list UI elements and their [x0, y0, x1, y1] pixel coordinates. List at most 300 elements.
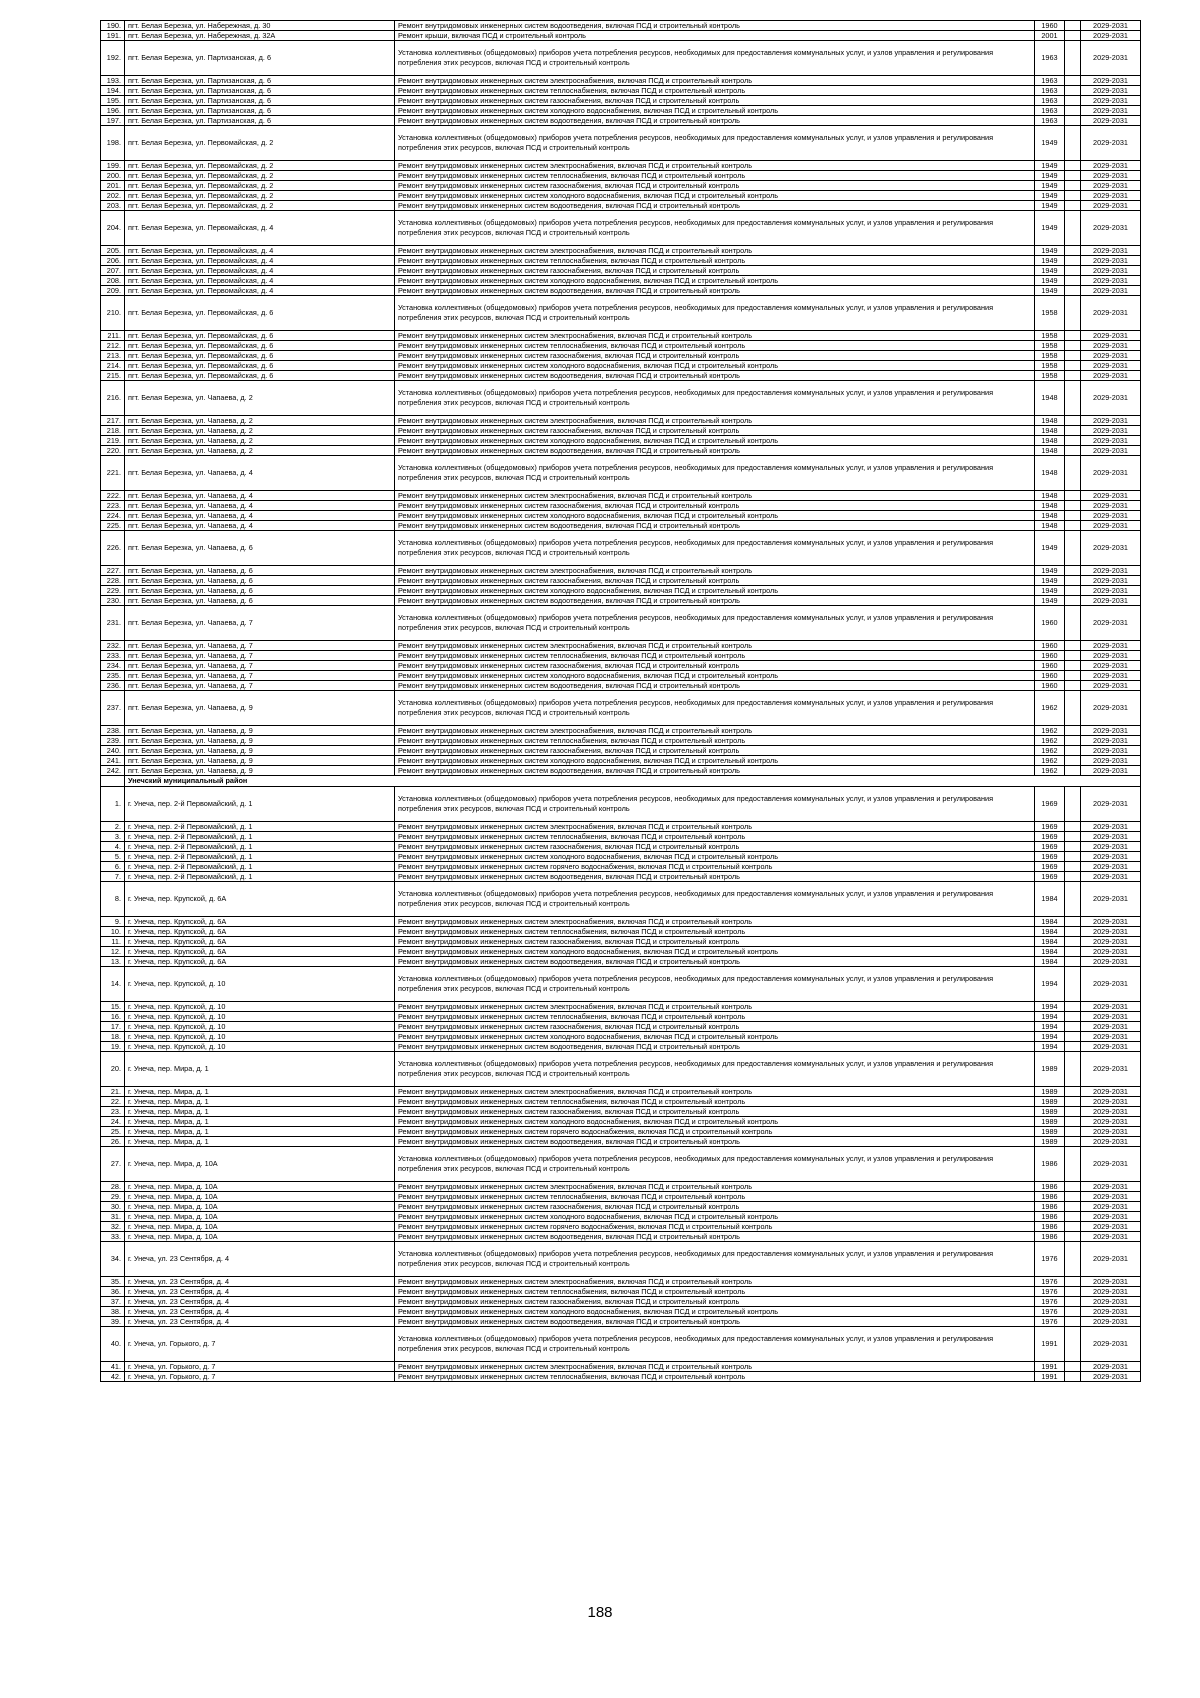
cell-number: 23. [101, 1107, 125, 1117]
cell-work-type: Ремонт внутридомовых инженерных систем газоснабжения, включая ПСД и строительный контроль [395, 937, 1035, 947]
cell-term: 2029-2031 [1081, 842, 1141, 852]
cell-term: 2029-2031 [1081, 862, 1141, 872]
cell-term: 2029-2031 [1081, 96, 1141, 106]
cell-number: 228. [101, 576, 125, 586]
cell-term: 2029-2031 [1081, 161, 1141, 171]
cell-year: 1958 [1035, 331, 1065, 341]
cell-number: 214. [101, 361, 125, 371]
table-row [101, 1242, 1141, 1277]
cell-address: г. Унеча, пер. 2-й Первомайский, д. 1 [125, 862, 395, 872]
cell-year: 1962 [1035, 766, 1065, 776]
cell-term: 2029-2031 [1081, 787, 1141, 822]
table-row [101, 1212, 1141, 1222]
cell-work-type: Установка коллективных (общедомовых) приборов учета потребления ресурсов, необходимых для предоставления коммунальных услуг, и узлов управления и регулирования потребления этих ресурсов, включая ПСД и строительный контроль [395, 606, 1035, 641]
cell-number: 15. [101, 1002, 125, 1012]
cell-term: 2029-2031 [1081, 937, 1141, 947]
cell-number: 34. [101, 1242, 125, 1277]
cell-address: пгт. Белая Березка, ул. Чапаева, д. 7 [125, 606, 395, 641]
cell-number: 25. [101, 1127, 125, 1137]
cell-address: г. Унеча, пер. Мира, д. 1 [125, 1097, 395, 1107]
cell-work-type: Установка коллективных (общедомовых) приборов учета потребления ресурсов, необходимых для предоставления коммунальных услуг, и узлов управления и регулирования потребления этих ресурсов, включая ПСД и строительный контроль [395, 967, 1035, 1002]
cell-address: пгт. Белая Березка, ул. Первомайская, д. 4 [125, 276, 395, 286]
table-row [101, 872, 1141, 882]
cell-number: 12. [101, 947, 125, 957]
table-row [101, 211, 1141, 246]
cell-work-type: Ремонт внутридомовых инженерных систем водоотведения, включая ПСД и строительный контроль [395, 201, 1035, 211]
cell-year: 1969 [1035, 832, 1065, 842]
cell-work-type: Ремонт внутридомовых инженерных систем газоснабжения, включая ПСД и строительный контроль [395, 1297, 1035, 1307]
cell-year: 1958 [1035, 371, 1065, 381]
cell-empty [1065, 1182, 1081, 1192]
cell-term: 2029-2031 [1081, 1022, 1141, 1032]
cell-address: пгт. Белая Березка, ул. Партизанская, д. 6 [125, 96, 395, 106]
cell-address: г. Унеча, пер. Мира, д. 1 [125, 1107, 395, 1117]
cell-year: 1949 [1035, 531, 1065, 566]
cell-year: 1949 [1035, 276, 1065, 286]
cell-number: 3. [101, 832, 125, 842]
cell-number: 11. [101, 937, 125, 947]
cell-empty [1065, 371, 1081, 381]
cell-year: 1960 [1035, 671, 1065, 681]
cell-empty [1065, 1012, 1081, 1022]
cell-term: 2029-2031 [1081, 41, 1141, 76]
cell-work-type: Ремонт внутридомовых инженерных систем электроснабжения, включая ПСД и строительный контроль [395, 1087, 1035, 1097]
cell-empty [1065, 106, 1081, 116]
table-row [101, 296, 1141, 331]
cell-address: пгт. Белая Березка, ул. Партизанская, д. 6 [125, 106, 395, 116]
cell-empty [1065, 191, 1081, 201]
cell-work-type: Ремонт внутридомовых инженерных систем водоотведения, включая ПСД и строительный контроль [395, 116, 1035, 126]
cell-number: 237. [101, 691, 125, 726]
cell-address: пгт. Белая Березка, ул. Чапаева, д. 9 [125, 746, 395, 756]
cell-year: 1994 [1035, 967, 1065, 1002]
cell-empty [1065, 1362, 1081, 1372]
cell-empty [1065, 822, 1081, 832]
cell-term: 2029-2031 [1081, 1192, 1141, 1202]
cell-term: 2029-2031 [1081, 266, 1141, 276]
cell-year: 1963 [1035, 96, 1065, 106]
cell-term: 2029-2031 [1081, 1202, 1141, 1212]
cell-work-type: Ремонт внутридомовых инженерных систем электроснабжения, включая ПСД и строительный контроль [395, 1002, 1035, 1012]
table-row [101, 501, 1141, 511]
cell-address: г. Унеча, пер. Мира, д. 10А [125, 1202, 395, 1212]
cell-year: 1949 [1035, 596, 1065, 606]
table-row [101, 1202, 1141, 1212]
cell-number: 1. [101, 787, 125, 822]
table-row [101, 566, 1141, 576]
cell-work-type: Ремонт внутридомовых инженерных систем водоотведения, включая ПСД и строительный контроль [395, 766, 1035, 776]
cell-work-type: Ремонт внутридомовых инженерных систем холодного водоснабжения, включая ПСД и строительный контроль [395, 191, 1035, 201]
cell-number: 234. [101, 661, 125, 671]
cell-number: 37. [101, 1297, 125, 1307]
table-row [101, 937, 1141, 947]
cell-term: 2029-2031 [1081, 1097, 1141, 1107]
table-row [101, 1232, 1141, 1242]
cell-work-type: Ремонт внутридомовых инженерных систем теплоснабжения, включая ПСД и строительный контроль [395, 1192, 1035, 1202]
cell-address: пгт. Белая Березка, ул. Первомайская, д. 2 [125, 126, 395, 161]
cell-term: 2029-2031 [1081, 882, 1141, 917]
cell-address: пгт. Белая Березка, ул. Первомайская, д. 2 [125, 191, 395, 201]
cell-term: 2029-2031 [1081, 426, 1141, 436]
cell-empty [1065, 1277, 1081, 1287]
cell-term: 2029-2031 [1081, 436, 1141, 446]
table-row [101, 31, 1141, 41]
cell-work-type: Ремонт внутридомовых инженерных систем электроснабжения, включая ПСД и строительный контроль [395, 491, 1035, 501]
cell-work-type: Установка коллективных (общедомовых) приборов учета потребления ресурсов, необходимых для предоставления коммунальных услуг, и узлов управления и регулирования потребления этих ресурсов, включая ПСД и строительный контроль [395, 211, 1035, 246]
cell-address: г. Унеча, пер. Мира, д. 10А [125, 1212, 395, 1222]
cell-address: пгт. Белая Березка, ул. Первомайская, д. 2 [125, 171, 395, 181]
table-row [101, 1147, 1141, 1182]
cell-term: 2029-2031 [1081, 201, 1141, 211]
table-row [101, 661, 1141, 671]
cell-work-type: Ремонт внутридомовых инженерных систем теплоснабжения, включая ПСД и строительный контроль [395, 832, 1035, 842]
table-row [101, 1032, 1141, 1042]
table-row [101, 351, 1141, 361]
cell-number: 32. [101, 1222, 125, 1232]
table-row [101, 832, 1141, 842]
cell-year: 1986 [1035, 1192, 1065, 1202]
cell-empty [1065, 671, 1081, 681]
table-row [101, 491, 1141, 501]
cell-year: 1949 [1035, 576, 1065, 586]
cell-year: 1984 [1035, 882, 1065, 917]
cell-number: 208. [101, 276, 125, 286]
cell-year: 1948 [1035, 501, 1065, 511]
cell-address: г. Унеча, пер. Мира, д. 1 [125, 1117, 395, 1127]
cell-empty [1065, 116, 1081, 126]
cell-empty [1065, 361, 1081, 371]
cell-address: пгт. Белая Березка, ул. Чапаева, д. 2 [125, 381, 395, 416]
cell-work-type: Ремонт внутридомовых инженерных систем газоснабжения, включая ПСД и строительный контроль [395, 426, 1035, 436]
cell-address: г. Унеча, пер. Крупской, д. 6А [125, 937, 395, 947]
table-row [101, 1127, 1141, 1137]
cell-empty [1065, 296, 1081, 331]
cell-empty [1065, 161, 1081, 171]
cell-address: пгт. Белая Березка, ул. Чапаева, д. 9 [125, 691, 395, 726]
cell-number: 16. [101, 1012, 125, 1022]
cell-number: 216. [101, 381, 125, 416]
cell-empty [1065, 947, 1081, 957]
cell-address: г. Унеча, ул. 23 Сентября, д. 4 [125, 1307, 395, 1317]
cell-address: пгт. Белая Березка, ул. Чапаева, д. 7 [125, 641, 395, 651]
cell-work-type: Установка коллективных (общедомовых) приборов учета потребления ресурсов, необходимых для предоставления коммунальных услуг, и узлов управления и регулирования потребления этих ресурсов, включая ПСД и строительный контроль [395, 126, 1035, 161]
cell-work-type: Ремонт внутридомовых инженерных систем теплоснабжения, включая ПСД и строительный контроль [395, 736, 1035, 746]
cell-empty [1065, 1107, 1081, 1117]
cell-number: 241. [101, 756, 125, 766]
table-row [101, 76, 1141, 86]
cell-address: пгт. Белая Березка, ул. Чапаева, д. 2 [125, 446, 395, 456]
cell-number: 39. [101, 1317, 125, 1327]
table-row [101, 286, 1141, 296]
cell-year: 1948 [1035, 426, 1065, 436]
cell-empty [1065, 126, 1081, 161]
cell-term: 2029-2031 [1081, 1127, 1141, 1137]
cell-empty [1065, 41, 1081, 76]
cell-term: 2029-2031 [1081, 341, 1141, 351]
cell-term: 2029-2031 [1081, 351, 1141, 361]
table-row [101, 371, 1141, 381]
cell-work-type: Ремонт внутридомовых инженерных систем холодного водоснабжения, включая ПСД и строительный контроль [395, 106, 1035, 116]
cell-year: 1963 [1035, 41, 1065, 76]
cell-term: 2029-2031 [1081, 852, 1141, 862]
cell-year: 2001 [1035, 31, 1065, 41]
cell-work-type: Ремонт внутридомовых инженерных систем холодного водоснабжения, включая ПСД и строительный контроль [395, 1117, 1035, 1127]
cell-year: 1989 [1035, 1137, 1065, 1147]
cell-number: 42. [101, 1372, 125, 1382]
cell-address: г. Унеча, пер. Мира, д. 10А [125, 1222, 395, 1232]
cell-work-type: Ремонт внутридомовых инженерных систем холодного водоснабжения, включая ПСД и строительный контроль [395, 852, 1035, 862]
cell-year: 1986 [1035, 1222, 1065, 1232]
cell-empty [1065, 1147, 1081, 1182]
cell-term: 2029-2031 [1081, 521, 1141, 531]
cell-year: 1958 [1035, 361, 1065, 371]
cell-work-type: Ремонт внутридомовых инженерных систем водоотведения, включая ПСД и строительный контроль [395, 596, 1035, 606]
cell-number: 192. [101, 41, 125, 76]
cell-number: 14. [101, 967, 125, 1002]
cell-number: 2. [101, 822, 125, 832]
cell-work-type: Ремонт внутридомовых инженерных систем электроснабжения, включая ПСД и строительный контроль [395, 822, 1035, 832]
section-title: Унечский муниципальный район [125, 776, 1141, 787]
cell-year: 1963 [1035, 116, 1065, 126]
cell-work-type: Ремонт внутридомовых инженерных систем электроснабжения, включая ПСД и строительный контроль [395, 726, 1035, 736]
cell-year: 1962 [1035, 746, 1065, 756]
cell-address: пгт. Белая Березка, ул. Чапаева, д. 2 [125, 426, 395, 436]
cell-empty [1065, 1222, 1081, 1232]
cell-number: 229. [101, 586, 125, 596]
cell-year: 1994 [1035, 1032, 1065, 1042]
cell-empty [1065, 927, 1081, 937]
cell-year: 1949 [1035, 191, 1065, 201]
cell-work-type: Ремонт внутридомовых инженерных систем газоснабжения, включая ПСД и строительный контроль [395, 266, 1035, 276]
cell-number: 40. [101, 1327, 125, 1362]
cell-address: пгт. Белая Березка, ул. Чапаева, д. 4 [125, 511, 395, 521]
cell-empty [1065, 21, 1081, 31]
cell-year: 1949 [1035, 161, 1065, 171]
cell-empty [1065, 331, 1081, 341]
cell-address: г. Унеча, пер. Крупской, д. 10 [125, 1022, 395, 1032]
cell-year: 1963 [1035, 86, 1065, 96]
cell-empty [1065, 1052, 1081, 1087]
cell-empty [1065, 1042, 1081, 1052]
table-row [101, 181, 1141, 191]
cell-year: 1976 [1035, 1307, 1065, 1317]
table-row [101, 1052, 1141, 1087]
table-row [101, 852, 1141, 862]
table-row [101, 116, 1141, 126]
cell-term: 2029-2031 [1081, 181, 1141, 191]
cell-work-type: Установка коллективных (общедомовых) приборов учета потребления ресурсов, необходимых для предоставления коммунальных услуг, и узлов управления и регулирования потребления этих ресурсов, включая ПСД и строительный контроль [395, 1327, 1035, 1362]
cell-number: 21. [101, 1087, 125, 1097]
cell-empty [1065, 381, 1081, 416]
cell-term: 2029-2031 [1081, 191, 1141, 201]
cell-term: 2029-2031 [1081, 1182, 1141, 1192]
cell-year: 1976 [1035, 1242, 1065, 1277]
cell-empty [1065, 872, 1081, 882]
cell-year: 1994 [1035, 1002, 1065, 1012]
cell-number: 207. [101, 266, 125, 276]
table-row [101, 521, 1141, 531]
cell-address: пгт. Белая Березка, ул. Чапаева, д. 4 [125, 501, 395, 511]
cell-address: пгт. Белая Березка, ул. Чапаева, д. 7 [125, 681, 395, 691]
cell-term: 2029-2031 [1081, 681, 1141, 691]
cell-work-type: Ремонт внутридомовых инженерных систем холодного водоснабжения, включая ПСД и строительный контроль [395, 671, 1035, 681]
cell-term: 2029-2031 [1081, 416, 1141, 426]
cell-number: 239. [101, 736, 125, 746]
table-row [101, 161, 1141, 171]
cell-address: г. Унеча, пер. 2-й Первомайский, д. 1 [125, 852, 395, 862]
cell-work-type: Ремонт внутридомовых инженерных систем теплоснабжения, включая ПСД и строительный контроль [395, 171, 1035, 181]
table-row [101, 957, 1141, 967]
cell-work-type: Установка коллективных (общедомовых) приборов учета потребления ресурсов, необходимых для предоставления коммунальных услуг, и узлов управления и регулирования потребления этих ресурсов, включая ПСД и строительный контроль [395, 1147, 1035, 1182]
cell-empty [1065, 576, 1081, 586]
table-row [101, 842, 1141, 852]
cell-empty [1065, 842, 1081, 852]
cell-work-type: Ремонт внутридомовых инженерных систем водоотведения, включая ПСД и строительный контроль [395, 521, 1035, 531]
table-row [101, 446, 1141, 456]
cell-work-type: Ремонт внутридомовых инженерных систем газоснабжения, включая ПСД и строительный контроль [395, 746, 1035, 756]
cell-empty [1065, 661, 1081, 671]
table-row [101, 456, 1141, 491]
cell-address: г. Унеча, пер. Крупской, д. 6А [125, 917, 395, 927]
cell-empty [1065, 1202, 1081, 1212]
cell-year: 1962 [1035, 726, 1065, 736]
cell-work-type: Ремонт внутридомовых инженерных систем газоснабжения, включая ПСД и строительный контроль [395, 351, 1035, 361]
cell-work-type: Ремонт внутридомовых инженерных систем холодного водоснабжения, включая ПСД и строительный контроль [395, 1212, 1035, 1222]
cell-work-type: Ремонт внутридомовых инженерных систем холодного водоснабжения, включая ПСД и строительный контроль [395, 1307, 1035, 1317]
cell-year: 1948 [1035, 381, 1065, 416]
cell-number: 38. [101, 1307, 125, 1317]
table-row [101, 681, 1141, 691]
cell-year: 1969 [1035, 822, 1065, 832]
cell-term: 2029-2031 [1081, 126, 1141, 161]
table-row [101, 1137, 1141, 1147]
cell-work-type: Ремонт внутридомовых инженерных систем холодного водоснабжения, включая ПСД и строительный контроль [395, 436, 1035, 446]
cell-number: 193. [101, 76, 125, 86]
table-row [101, 1107, 1141, 1117]
cell-year: 1986 [1035, 1232, 1065, 1242]
cell-address: г. Унеча, пер. Крупской, д. 10 [125, 1042, 395, 1052]
table-row [101, 756, 1141, 766]
cell-empty [1065, 766, 1081, 776]
cell-address: г. Унеча, пер. Мира, д. 10А [125, 1192, 395, 1202]
cell-address: пгт. Белая Березка, ул. Первомайская, д. 4 [125, 246, 395, 256]
cell-empty [1065, 1137, 1081, 1147]
page-number: 188 [587, 1604, 613, 1621]
cell-work-type: Ремонт внутридомовых инженерных систем горячего водоснабжения, включая ПСД и строительный контроль [395, 1222, 1035, 1232]
table-row [101, 1192, 1141, 1202]
cell-term: 2029-2031 [1081, 1147, 1141, 1182]
cell-work-type: Ремонт внутридомовых инженерных систем теплоснабжения, включая ПСД и строительный контроль [395, 1372, 1035, 1382]
cell-term: 2029-2031 [1081, 756, 1141, 766]
cell-empty [1065, 596, 1081, 606]
section-row [101, 776, 1141, 787]
table-row [101, 171, 1141, 181]
cell-number: 215. [101, 371, 125, 381]
cell-term: 2029-2031 [1081, 511, 1141, 521]
cell-address: пгт. Белая Березка, ул. Набережная, д. 32А [125, 31, 395, 41]
cell-term: 2029-2031 [1081, 1212, 1141, 1222]
cell-number: 19. [101, 1042, 125, 1052]
table-row [101, 266, 1141, 276]
cell-address: пгт. Белая Березка, ул. Чапаева, д. 6 [125, 586, 395, 596]
cell-empty [1065, 937, 1081, 947]
cell-address: г. Унеча, пер. Крупской, д. 10 [125, 1002, 395, 1012]
cell-address: пгт. Белая Березка, ул. Чапаева, д. 6 [125, 566, 395, 576]
table-row [101, 126, 1141, 161]
cell-work-type: Ремонт внутридомовых инженерных систем газоснабжения, включая ПСД и строительный контроль [395, 1107, 1035, 1117]
cell-term: 2029-2031 [1081, 116, 1141, 126]
cell-number: 211. [101, 331, 125, 341]
cell-year: 1969 [1035, 842, 1065, 852]
cell-term: 2029-2031 [1081, 957, 1141, 967]
cell-empty [1065, 201, 1081, 211]
cell-empty [1065, 852, 1081, 862]
table-row [101, 1307, 1141, 1317]
cell-term: 2029-2031 [1081, 651, 1141, 661]
cell-term: 2029-2031 [1081, 211, 1141, 246]
table-row [101, 1117, 1141, 1127]
cell-year: 1986 [1035, 1212, 1065, 1222]
cell-year: 1960 [1035, 661, 1065, 671]
cell-term: 2029-2031 [1081, 76, 1141, 86]
cell-address: пгт. Белая Березка, ул. Партизанская, д. 6 [125, 86, 395, 96]
cell-address: пгт. Белая Березка, ул. Чапаева, д. 7 [125, 671, 395, 681]
cell-number: 240. [101, 746, 125, 756]
table-row [101, 1022, 1141, 1032]
cell-address: г. Унеча, пер. Мира, д. 1 [125, 1087, 395, 1097]
cell-year: 1989 [1035, 1117, 1065, 1127]
cell-year: 1991 [1035, 1362, 1065, 1372]
cell-year: 1948 [1035, 511, 1065, 521]
cell-address: пгт. Белая Березка, ул. Первомайская, д. 6 [125, 371, 395, 381]
cell-empty [1065, 501, 1081, 511]
cell-address: пгт. Белая Березка, ул. Первомайская, д. 4 [125, 211, 395, 246]
cell-year: 1989 [1035, 1107, 1065, 1117]
cell-empty [1065, 1297, 1081, 1307]
cell-empty [1065, 787, 1081, 822]
cell-number: 33. [101, 1232, 125, 1242]
table-row [101, 1042, 1141, 1052]
cell-year: 1958 [1035, 351, 1065, 361]
table-row [101, 191, 1141, 201]
cell-empty [1065, 967, 1081, 1002]
cell-year: 1984 [1035, 927, 1065, 937]
cell-term: 2029-2031 [1081, 832, 1141, 842]
cell-empty [1065, 1127, 1081, 1137]
cell-term: 2029-2031 [1081, 361, 1141, 371]
table-row [101, 651, 1141, 661]
cell-term: 2029-2031 [1081, 1317, 1141, 1327]
cell-empty [1065, 351, 1081, 361]
cell-work-type: Ремонт внутридомовых инженерных систем газоснабжения, включая ПСД и строительный контроль [395, 1202, 1035, 1212]
cell-term: 2029-2031 [1081, 576, 1141, 586]
cell-empty [1065, 276, 1081, 286]
cell-number: 6. [101, 862, 125, 872]
cell-year: 1949 [1035, 266, 1065, 276]
cell-work-type: Ремонт внутридомовых инженерных систем газоснабжения, включая ПСД и строительный контроль [395, 181, 1035, 191]
table-row [101, 606, 1141, 641]
cell-number: 26. [101, 1137, 125, 1147]
cell-work-type: Ремонт внутридомовых инженерных систем водоотведения, включая ПСД и строительный контроль [395, 1137, 1035, 1147]
cell-address: пгт. Белая Березка, ул. Первомайская, д. 2 [125, 201, 395, 211]
cell-empty [1065, 957, 1081, 967]
table-row [101, 1097, 1141, 1107]
table-row [101, 1182, 1141, 1192]
cell-work-type: Ремонт внутридомовых инженерных систем холодного водоснабжения, включая ПСД и строительный контроль [395, 756, 1035, 766]
cell-work-type: Ремонт внутридомовых инженерных систем электроснабжения, включая ПСД и строительный контроль [395, 76, 1035, 86]
cell-year: 1991 [1035, 1372, 1065, 1382]
table-row [101, 1362, 1141, 1372]
